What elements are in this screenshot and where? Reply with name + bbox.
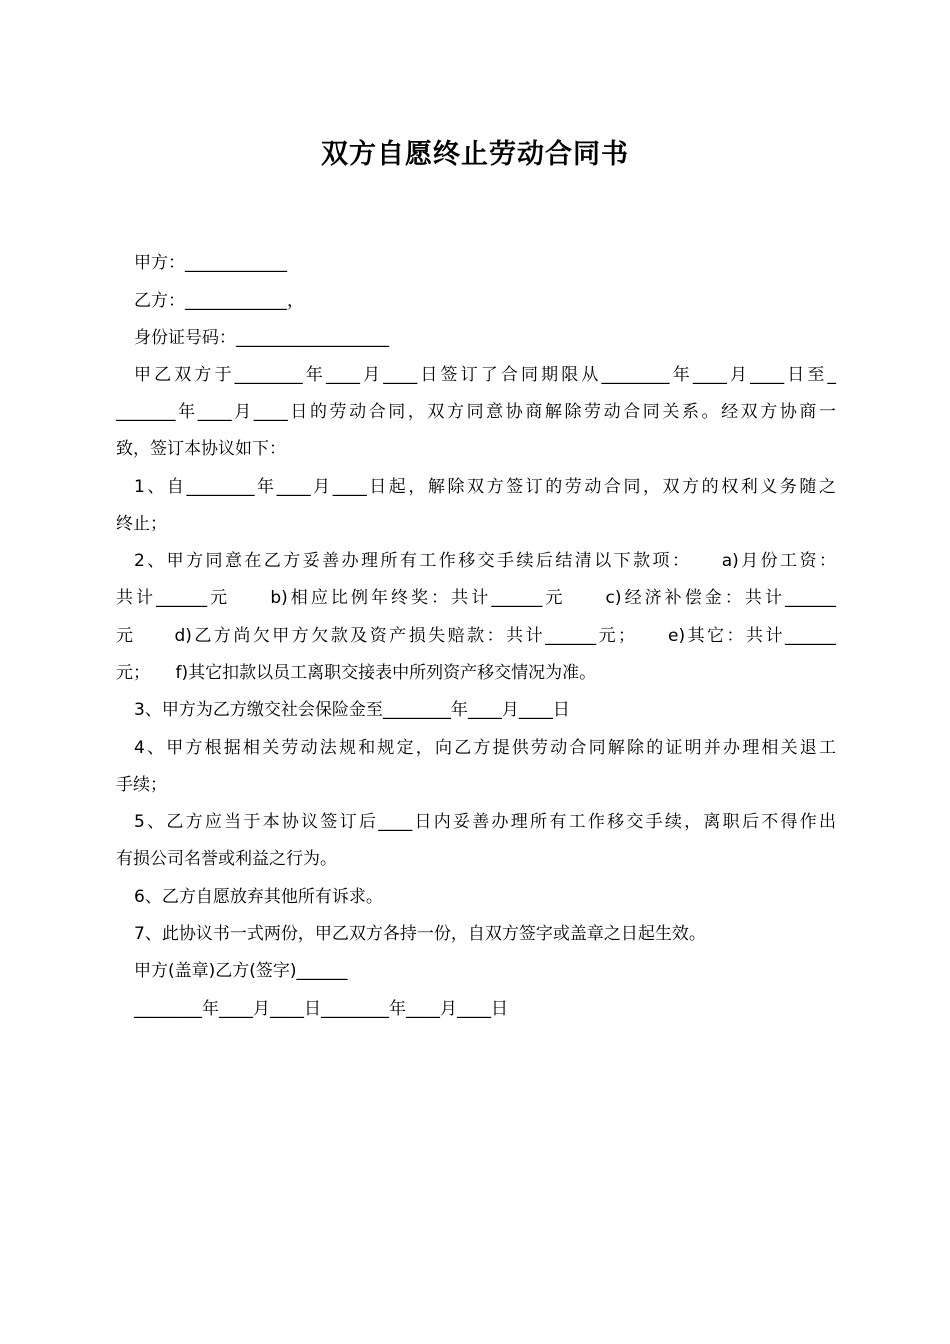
clause-1-line-2: 终止； <box>116 514 167 534</box>
intro-line-2: _______年____月____日的劳动合同，双方同意协商解除劳动合同关系。经双方协商一 <box>116 402 836 422</box>
party-a-line: 甲方：____________ <box>134 253 287 273</box>
clause-2-line-4: 元； f)其它扣款以员工离职交接表中所列资产移交情况为准。 <box>116 663 597 683</box>
signature-date-line: ________年____月____日________年____月____日 <box>134 999 508 1019</box>
clause-1-line-1: 1、自________年____月____日起，解除双方签订的劳动合同，双方的权利义务随之 <box>134 477 836 497</box>
id-number-line: 身份证号码：__________________ <box>134 328 389 348</box>
clause-2-line-1: 2、甲方同意在乙方妥善办理所有工作移交手续后结清以下款项： a)月份工资： <box>134 551 836 571</box>
document-title: 双方自愿终止劳动合同书 <box>321 139 629 170</box>
clause-6-line: 6、乙方自愿放弃其他所有诉求。 <box>134 887 383 907</box>
intro-line-3: 致，签订本协议如下： <box>116 439 286 459</box>
party-b-line: 乙方：____________， <box>134 291 304 311</box>
clause-5-line-1: 5、乙方应当于本协议签订后____日内妥善办理所有工作移交手续，离职后不得作出 <box>134 812 836 832</box>
clause-3-line: 3、甲方为乙方缴交社会保险金至________年____月____日 <box>134 700 570 720</box>
clause-2-line-3: 元 d)乙方尚欠甲方欠款及资产损失赔款：共计______元； e)其它：共计______ <box>116 626 836 646</box>
signature-line: 甲方(盖章)乙方(签字)______ <box>134 961 348 981</box>
clause-2-line-2: 共计______元 b)相应比例年终奖：共计______元 c)经济补偿金：共计______ <box>116 588 836 608</box>
intro-line-1: 甲乙双方于________年____月____日签订了合同期限从________年____月____日至_ <box>134 365 836 385</box>
clause-7-line: 7、此协议书一式两份，甲乙双方各持一份，自双方签字或盖章之日起生效。 <box>134 924 706 944</box>
clause-5-line-2: 有损公司名誉或利益之行为。 <box>116 849 337 869</box>
clause-4-line-2: 手续； <box>116 775 167 795</box>
clause-4-line-1: 4、甲方根据相关劳动法规和规定，向乙方提供劳动合同解除的证明并办理相关退工 <box>134 738 836 758</box>
